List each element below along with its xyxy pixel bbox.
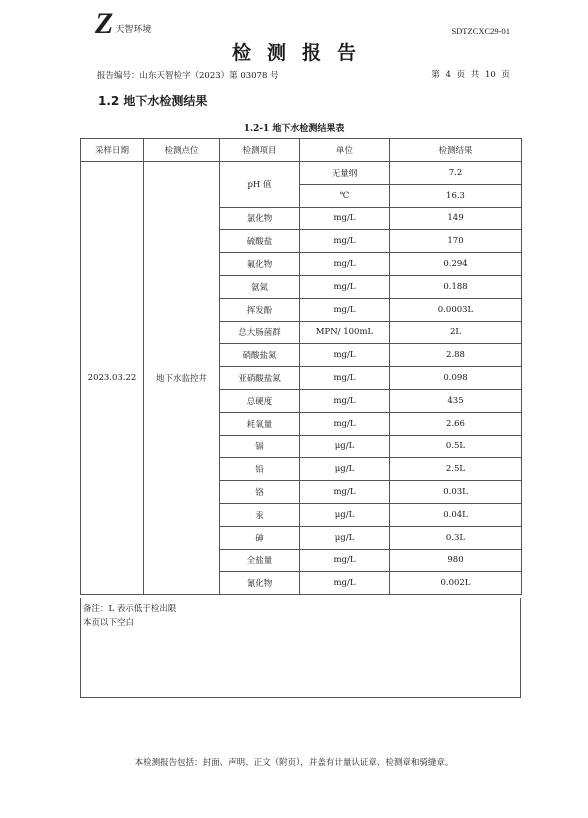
result-cell: 2.66 <box>390 412 522 435</box>
remarks-box <box>80 598 521 698</box>
company-logo <box>95 7 152 40</box>
item-cell: 氰化物 <box>220 572 300 595</box>
table-caption: 1.2-1 地下水检测结果表 <box>243 124 345 134</box>
unit-cell: MPN/ 100mL <box>300 321 390 344</box>
result-cell: 0.04L <box>390 503 522 526</box>
item-cell: 铬 <box>220 481 300 504</box>
result-cell: 0.03L <box>390 481 522 504</box>
unit-cell: mg/L <box>300 275 390 298</box>
unit-cell: mg/L <box>300 253 390 276</box>
unit-cell: μg/L <box>300 458 390 481</box>
result-cell: 0.0003L <box>390 298 522 321</box>
item-cell: 氨氮 <box>220 275 300 298</box>
header-sample-point: 检测点位 <box>144 139 220 162</box>
item-cell: 挥发酚 <box>220 298 300 321</box>
unit-cell: μg/L <box>300 503 390 526</box>
result-cell: 7.2 <box>390 162 522 185</box>
item-cell: 汞 <box>220 503 300 526</box>
unit-cell: mg/L <box>300 572 390 595</box>
unit-cell: mg/L <box>300 207 390 230</box>
result-cell: 0.098 <box>390 367 522 390</box>
report-number: 报告编号：山东天智检字（2023）第 03078 号 <box>97 71 279 81</box>
result-cell: 2.88 <box>390 344 522 367</box>
unit-cell: 无量纲 <box>300 162 390 185</box>
result-cell: 435 <box>390 389 522 412</box>
result-cell: 0.294 <box>390 253 522 276</box>
result-cell: 980 <box>390 549 522 572</box>
table-row <box>81 162 522 185</box>
result-cell: 170 <box>390 230 522 253</box>
report-title: 检测报告 <box>231 42 372 64</box>
table-header-row <box>81 139 522 162</box>
result-cell: 0.002L <box>390 572 522 595</box>
item-cell: 全盐量 <box>220 549 300 572</box>
unit-cell: mg/L <box>300 549 390 572</box>
sample-point-cell: 地下水监控井 <box>144 162 220 595</box>
result-cell: 0.188 <box>390 275 522 298</box>
header-sample-date: 采样日期 <box>81 139 144 162</box>
company-name: 天智环境 <box>115 25 152 35</box>
result-cell: 2.5L <box>390 458 522 481</box>
header-result: 检测结果 <box>390 139 522 162</box>
results-table <box>80 138 522 595</box>
unit-cell: mg/L <box>300 389 390 412</box>
result-cell: 16.3 <box>390 184 522 207</box>
item-cell: 镉 <box>220 435 300 458</box>
unit-cell: mg/L <box>300 298 390 321</box>
item-cell: 氟化物 <box>220 253 300 276</box>
section-heading: 1.2 地下水检测结果 <box>98 94 208 108</box>
unit-cell: mg/L <box>300 344 390 367</box>
remark-note: 备注：L 表示低于检出限 <box>83 604 177 614</box>
remark-blank-note: 本页以下空白 <box>83 618 135 628</box>
document-code: SDTZCXC29-01 <box>451 26 510 36</box>
unit-cell: ℃ <box>300 184 390 207</box>
item-cell: 总硬度 <box>220 389 300 412</box>
result-cell: 149 <box>390 207 522 230</box>
unit-cell: mg/L <box>300 367 390 390</box>
unit-cell: mg/L <box>300 230 390 253</box>
item-cell: 亚硝酸盐氮 <box>220 367 300 390</box>
item-cell: 硝酸盐氮 <box>220 344 300 367</box>
footer-note: 本检测报告包括：封面、声明、正文（附页），并盖有计量认证章、检测章和骑缝章。 <box>134 758 454 768</box>
item-cell: 耗氧量 <box>220 412 300 435</box>
item-cell: 砷 <box>220 526 300 549</box>
unit-cell: μg/L <box>300 435 390 458</box>
result-cell: 0.3L <box>390 526 522 549</box>
result-cell: 2L <box>390 321 522 344</box>
unit-cell: mg/L <box>300 412 390 435</box>
header-unit: 单位 <box>300 139 390 162</box>
item-cell: 硫酸盐 <box>220 230 300 253</box>
page-number: 第 4 页 共 10 页 <box>431 70 510 80</box>
logo-mark: Z <box>95 7 112 40</box>
unit-cell: μg/L <box>300 526 390 549</box>
unit-cell: mg/L <box>300 481 390 504</box>
ph-item-cell: pH 值 <box>220 162 300 208</box>
header-item: 检测项目 <box>220 139 300 162</box>
result-cell: 0.5L <box>390 435 522 458</box>
item-cell: 氯化物 <box>220 207 300 230</box>
table-body <box>81 162 522 595</box>
item-cell: 总大肠菌群 <box>220 321 300 344</box>
item-cell: 铅 <box>220 458 300 481</box>
sample-date-cell: 2023.03.22 <box>81 162 144 595</box>
